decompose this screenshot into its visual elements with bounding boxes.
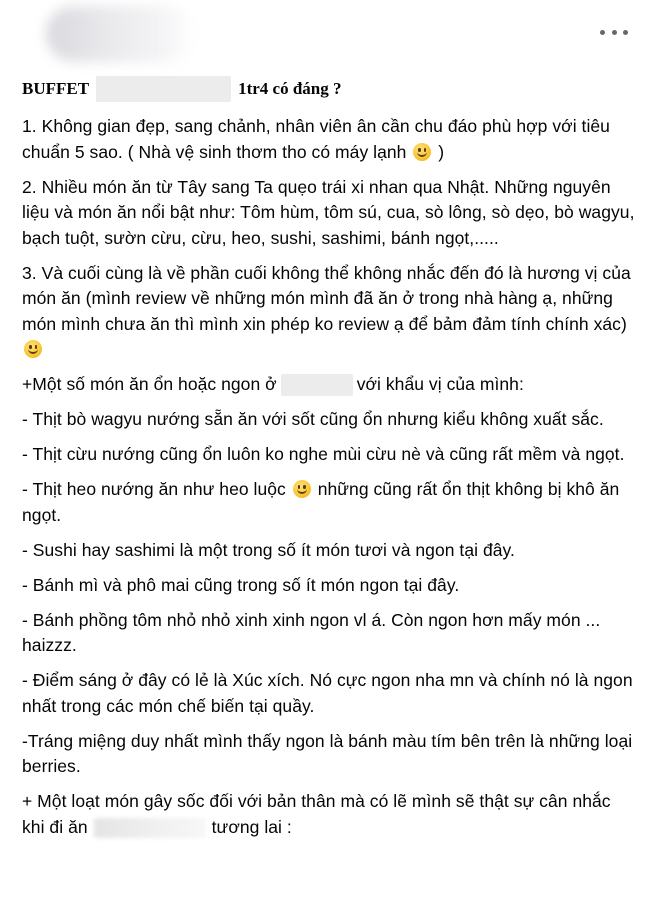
list-item-bread: - Bánh mì và phô mai cũng trong số ít món ngon tại đây. xyxy=(22,574,460,595)
post-title-suffix: 1tr4 có đáng ? xyxy=(238,79,342,98)
list-item-wagyu: - Thịt bò wagyu nướng sẵn ăn với sốt cũng ổn nhưng kiểu không xuất sắc. xyxy=(22,409,604,429)
list-item-lamb: - Thịt cừu nướng cũng ổn luôn ko nghe mùi cừu nè và cũng rất mềm và ngọt. xyxy=(22,444,625,464)
good-dishes-intro-suffix: với khẩu vị của mình: xyxy=(356,374,524,394)
paragraph-space-text: 1. Không gian đẹp, sang chảnh, nhân viên ân cần chu đáo phù hợp với tiêu chuẩn 5 sao. ( Nhà vệ sinh thơm tho có máy lạnh xyxy=(22,116,610,162)
redacted-restaurant-name xyxy=(94,818,206,838)
paragraph-taste-text: 3. Và cuối cùng là về phần cuối không thể không nhắc đến đó là hương vị của món ăn (mình review về những món mình đã ăn ở trong nhà hàng ạ, những món mình chưa ăn thì mình xin phép ko review ạ để bảm đảm tính chính xác) xyxy=(22,262,631,334)
slightly-smiling-face-icon xyxy=(24,340,42,358)
paragraph-dishes: 2. Nhiều món ăn từ Tây sang Ta quẹo trái xi nhan qua Nhật. Những nguyên liệu và món ăn nổi bật như: Tôm hùm, tôm sú, cua, sò lông, sò dẹo, bò wagyu, bạch tuột, sườn cừu, cừu, heo, sushi, sashimi, bánh ngọt,..... xyxy=(22,176,635,248)
list-item-pork-a: - Thịt heo nướng ăn như heo luộc xyxy=(22,479,286,499)
redacted-restaurant-name xyxy=(281,374,353,396)
good-dishes-intro-prefix: +Một số món ăn ổn hoặc ngon ở xyxy=(22,374,277,394)
post-title-prefix: BUFFET xyxy=(22,79,90,98)
shocking-dishes-suffix: tương lai : xyxy=(211,816,292,837)
paragraph-good-dishes-intro xyxy=(22,372,638,398)
list-item-pork xyxy=(22,477,638,528)
more-horizontal-icon[interactable] xyxy=(600,22,628,42)
slightly-smiling-face-icon xyxy=(293,480,311,498)
list-item-sausage: - Điểm sáng ở đây có lẻ là Xúc xích. Nó cực ngon nha mn và chính nó là ngon nhất trong các món chế biến tại quầy. xyxy=(22,670,633,716)
redacted-restaurant-name xyxy=(96,76,231,102)
paragraph-space-tail: ) xyxy=(438,141,445,162)
list-item-pork-b: những cũng rất ổn thịt không bị khô ăn ngọt. xyxy=(22,479,620,525)
list-item-cracker: - Bánh phồng tôm nhỏ nhỏ xinh xinh ngon vl á. Còn ngon hơn mấy món ... haizzz. xyxy=(22,609,601,655)
paragraph-taste xyxy=(22,261,638,363)
list-item-sushi: - Sushi hay sashimi là một trong số ít món tươi và ngon tại đây. xyxy=(22,539,515,560)
paragraph-space xyxy=(22,114,638,165)
shocking-dishes-prefix: + Một loạt món gây sốc đối với bản thân mà có lẽ mình sẽ thật sự cân nhắc khi đi ăn xyxy=(22,791,611,837)
post-title xyxy=(22,76,638,102)
list-item-dessert: -Tráng miệng duy nhất mình thấy ngon là bánh màu tím bên trên là những loại berries. xyxy=(22,730,633,776)
blurred-author-avatar[interactable] xyxy=(46,6,196,62)
paragraph-shocking-dishes xyxy=(22,789,638,840)
post-header xyxy=(22,0,638,76)
slightly-smiling-face-icon xyxy=(413,143,431,161)
